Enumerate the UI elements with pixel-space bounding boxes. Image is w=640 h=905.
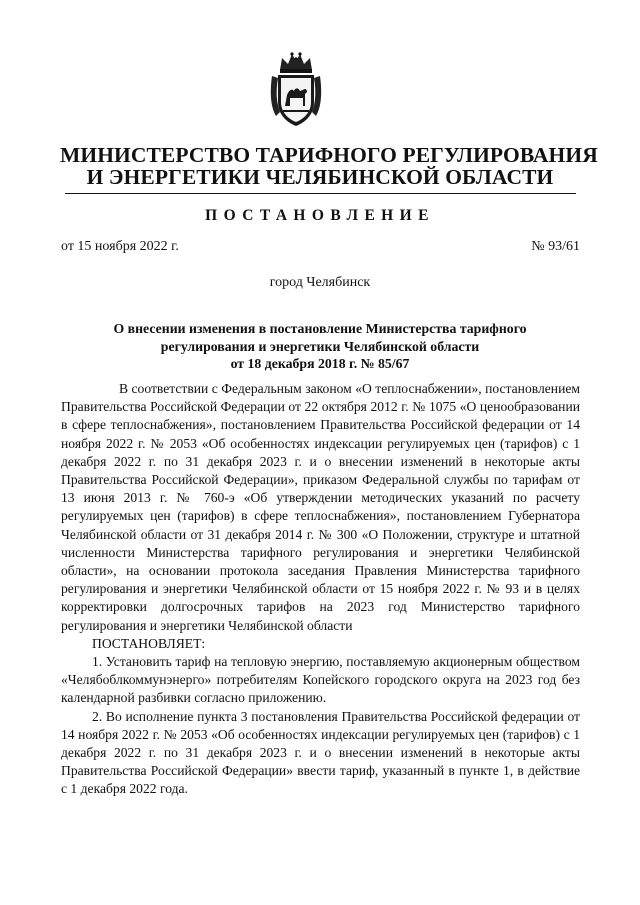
ministry-name-line1: МИНИСТЕРСТВО ТАРИФНОГО РЕГУЛИРОВАНИЯ: [60, 143, 598, 167]
decree-word: ПОСТАНОВЛЯЕТ:: [92, 635, 206, 651]
title-line2: регулирования и энергетики Челябинской области: [160, 338, 480, 354]
preamble-paragraph: В соответствии с Федеральным законом «О теплоснабжении», постановлением Правительства Российской Федерации от 22 октября 2012 г. № 1075 «О ценообразовании в сфере теплоснабжения», постановлением Правительства Российской федерации от 14 ноября 2022 г. № 2053 «Об особенностях индексации регулируемых цен (тарифов) с 1 декабря 2022 г. по 31 декабря 2023 г. и о внесении изменений в некоторые акты Правительства Российской Федерации», приказом Федеральной службы по тарифам от 13 июня 2013 г. № 760-э «Об утверждении методических указаний по расчету регулируемых цен (тарифов) в сфере теплоснабжения», постановлением Губернатора Челябинской области от 31 декабря 2014 г. № 300 «О Положении, структуре и штатной численности Министерства тарифного регулирования и энергетики Челябинской области», на основании протокола заседания Правления Министерства тарифного регулирования и энергетики Челябинской области от 15 ноября 2022 г. № 93 и в целях корректировки долгосрочных тарифов на 2023 год Министерство тарифного регулирования и энергетики Челябинской области: [61, 381, 580, 633]
document-body: [61, 380, 580, 799]
document-number: № 93/61: [531, 239, 580, 254]
decree-item-1: 1. Установить тариф на тепловую энергию, поставляемую акционерным обществом «Челябоблкоммунэнерго» потребителям Копейского городского округа на 2023 год без календарной разбивки согласно приложению.: [61, 654, 580, 706]
title-line1: О внесении изменения в постановление Министерства тарифного: [113, 321, 527, 336]
document-city: город Челябинск: [269, 275, 371, 290]
document-date: от 15 ноября 2022 г.: [61, 239, 179, 254]
title-line3: от 18 декабря 2018 г. № 85/67: [230, 356, 410, 371]
header-divider: [65, 193, 576, 194]
document-title: [90, 320, 550, 373]
coat-of-arms-icon: [268, 50, 324, 128]
decree-item-2: 2. Во исполнение пункта 3 постановления Правительства Российской федерации от 14 ноября 2022 г. № 2053 «Об особенностях индексации регулируемых цен (тарифов) с 1 декабря 2022 г. по 31 декабря 2023 г. и о внесении изменений в некоторые акты Правительства Российской Федерации» ввести тариф, указанный в пункте 1, в действие с 1 декабря 2022 года.: [61, 708, 580, 797]
document-type-heading: ПОСТАНОВЛЕНИЕ: [205, 207, 435, 224]
ministry-name-line2: И ЭНЕРГЕТИКИ ЧЕЛЯБИНСКОЙ ОБЛАСТИ: [86, 165, 554, 189]
